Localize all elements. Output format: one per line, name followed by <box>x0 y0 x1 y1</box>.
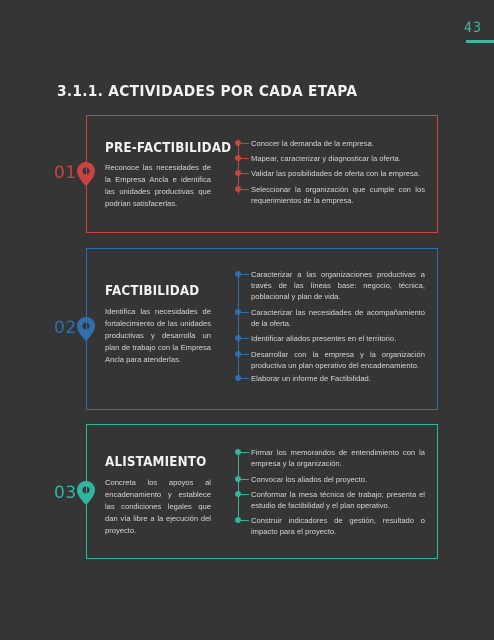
stage-title: FACTIBILIDAD <box>105 284 200 299</box>
activity-item: Conformar la mesa técnica de trabajo: presenta el estudio de factibilidad y el plan operativo. <box>235 489 425 511</box>
activity-item: Firmar los memorandos de entendimiento con la empresa y la organización. <box>235 447 425 469</box>
activity-item: Convocar los aliados del proyecto. <box>235 474 425 485</box>
stage-description: Reconoce las necesidades de la Empresa Ancla e identifica las unidades productivas que podrían satisfacerlas. <box>105 163 211 208</box>
activity-item: Construir indicadores de gestión, resultado o impacto para el proyecto. <box>235 515 425 537</box>
stage-card-alistamiento <box>86 424 438 559</box>
activity-item: Validar las posibilidades de oferta con la empresa. <box>235 168 425 179</box>
page-number: 43 <box>463 20 482 36</box>
stage-description: Concreta los apoyos al encadenamiento y establece las condiciones legales que dan vía libre a la ejecución del proyecto. <box>105 478 211 535</box>
activity-item: Identificar aliados presentes en el territorio. <box>235 333 425 344</box>
stage-card-factibilidad <box>86 248 438 410</box>
activity-item: Mapear, caracterizar y diagnosticar la oferta. <box>235 153 425 164</box>
activity-item: Desarrollar con la empresa y la organización productiva un plan operativo del encadenamiento. <box>235 349 425 371</box>
stage-number-02: 02 <box>54 318 77 338</box>
activity-item: Caracterizar a las organizaciones productivas a través de las líneas base: negocio, técnica, poblacional y plan de vida. <box>235 269 425 302</box>
stage-number-03: 03 <box>54 483 77 503</box>
activity-item: Elaborar un informe de Factibilidad. <box>235 373 425 384</box>
page-number-rule <box>466 40 494 43</box>
stage-description: Identifica las necesidades de fortalecimiento de las unidades productivas y desarrolla un plan de trabajo con la Empresa Ancla para atenderlas. <box>105 307 211 364</box>
activity-item: Seleccionar la organización que cumple con los requerimientos de la empresa. <box>235 184 425 206</box>
stage-title: ALISTAMIENTO <box>105 455 207 470</box>
activity-item: Caracterizar las necesidades de acompañamiento de la oferta. <box>235 307 425 329</box>
stage-card-prefactibilidad <box>86 115 438 233</box>
stage-number-01: 01 <box>54 163 77 183</box>
activity-item: Conocer la demanda de la empresa. <box>235 138 425 149</box>
stage-title: PRE-FACTIBILIDAD <box>105 141 232 156</box>
section-title: 3.1.1. ACTIVIDADES POR CADA ETAPA <box>57 82 358 100</box>
